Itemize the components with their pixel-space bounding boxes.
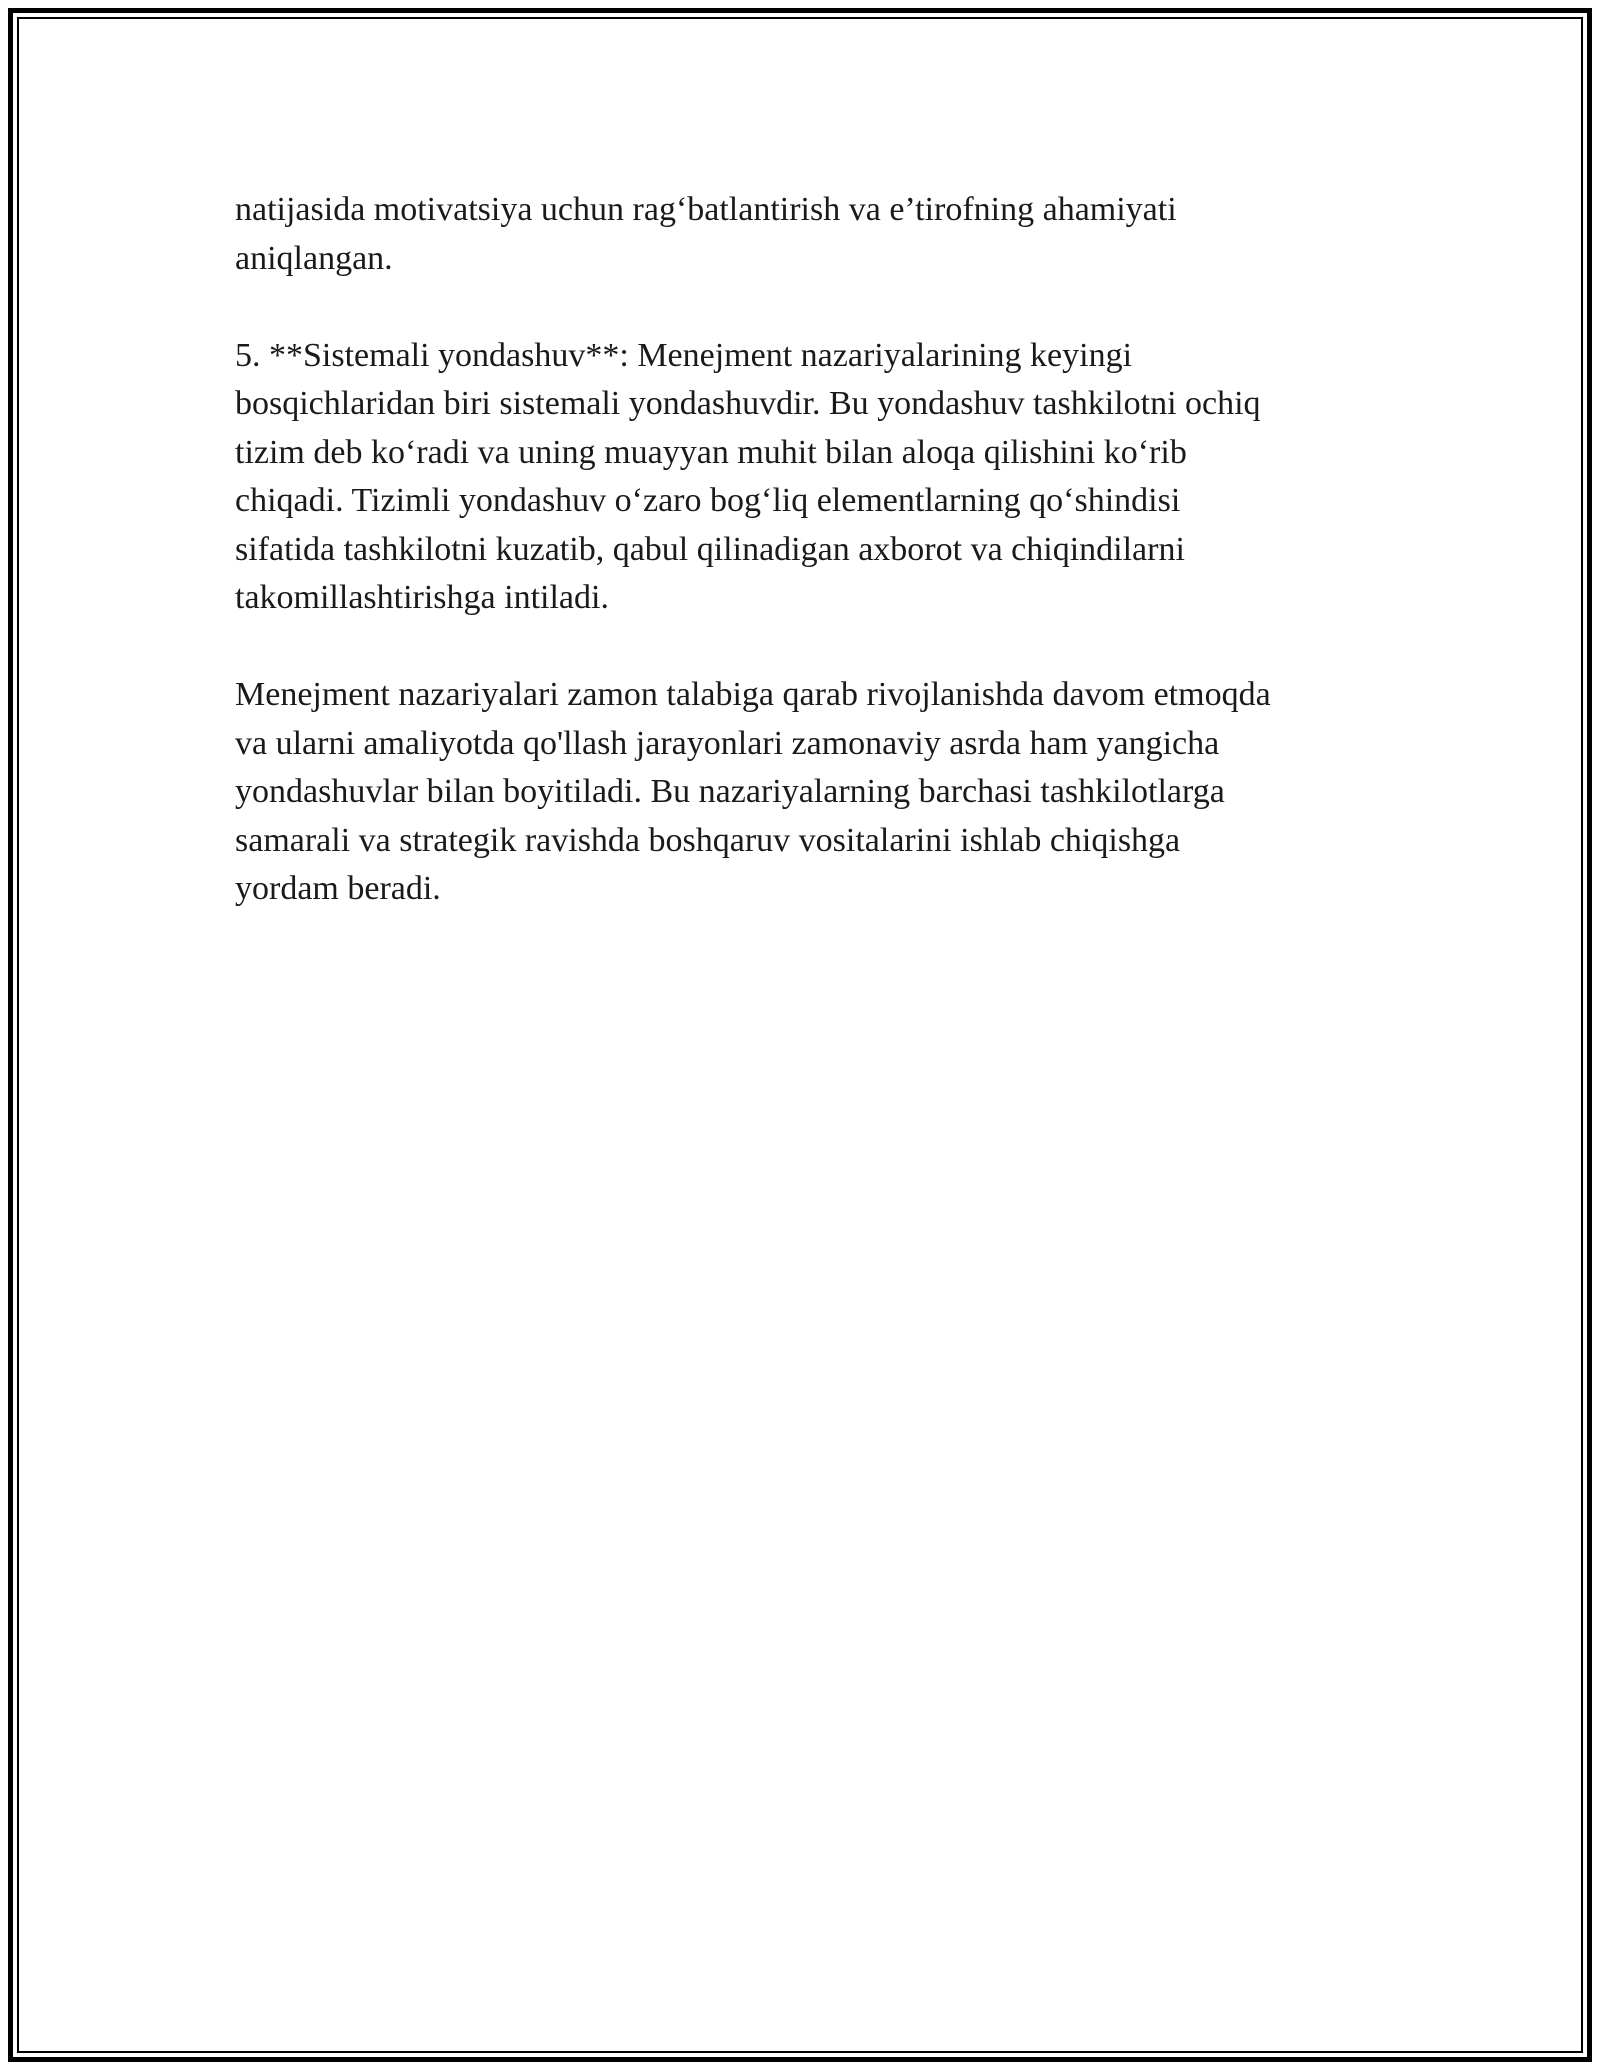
- paragraph-continuation: natijasida motivatsiya uchun rag‘batlantirish va e’tirofning ahamiyati aniqlangan.: [235, 191, 1177, 277]
- paragraph-conclusion: Menejment nazariyalari zamon talabiga qarab rivojlanishda davom etmoqda va ularni amaliyotda qo'llash jarayonlari zamonaviy asrda ham yangicha yondashuvlar bilan boyitiladi. Bu nazariyalarning barchasi tashkilotlarga samarali va strategik ravishda boshqaruv vositalarini ishlab chiqishga yordam beradi.: [235, 676, 1271, 907]
- paragraph-systems-approach: 5. **Sistemali yondashuv**: Menejment nazariyalarining keyingi bosqichlaridan biri sistemali yondashuvdir. Bu yondashuv tashkilotni ochiq tizim deb ko‘radi va uning muayyan muhit bilan aloqa qilishini ko‘rib chiqadi. Tizimli yondashuv o‘zaro bog‘liq elementlarning qo‘shindisi sifatida tashkilotni kuzatib, qabul qilinadigan axborot va chiqindilarni takomillashtirishga intiladi.: [235, 336, 1261, 616]
- document-body: [235, 186, 1375, 962]
